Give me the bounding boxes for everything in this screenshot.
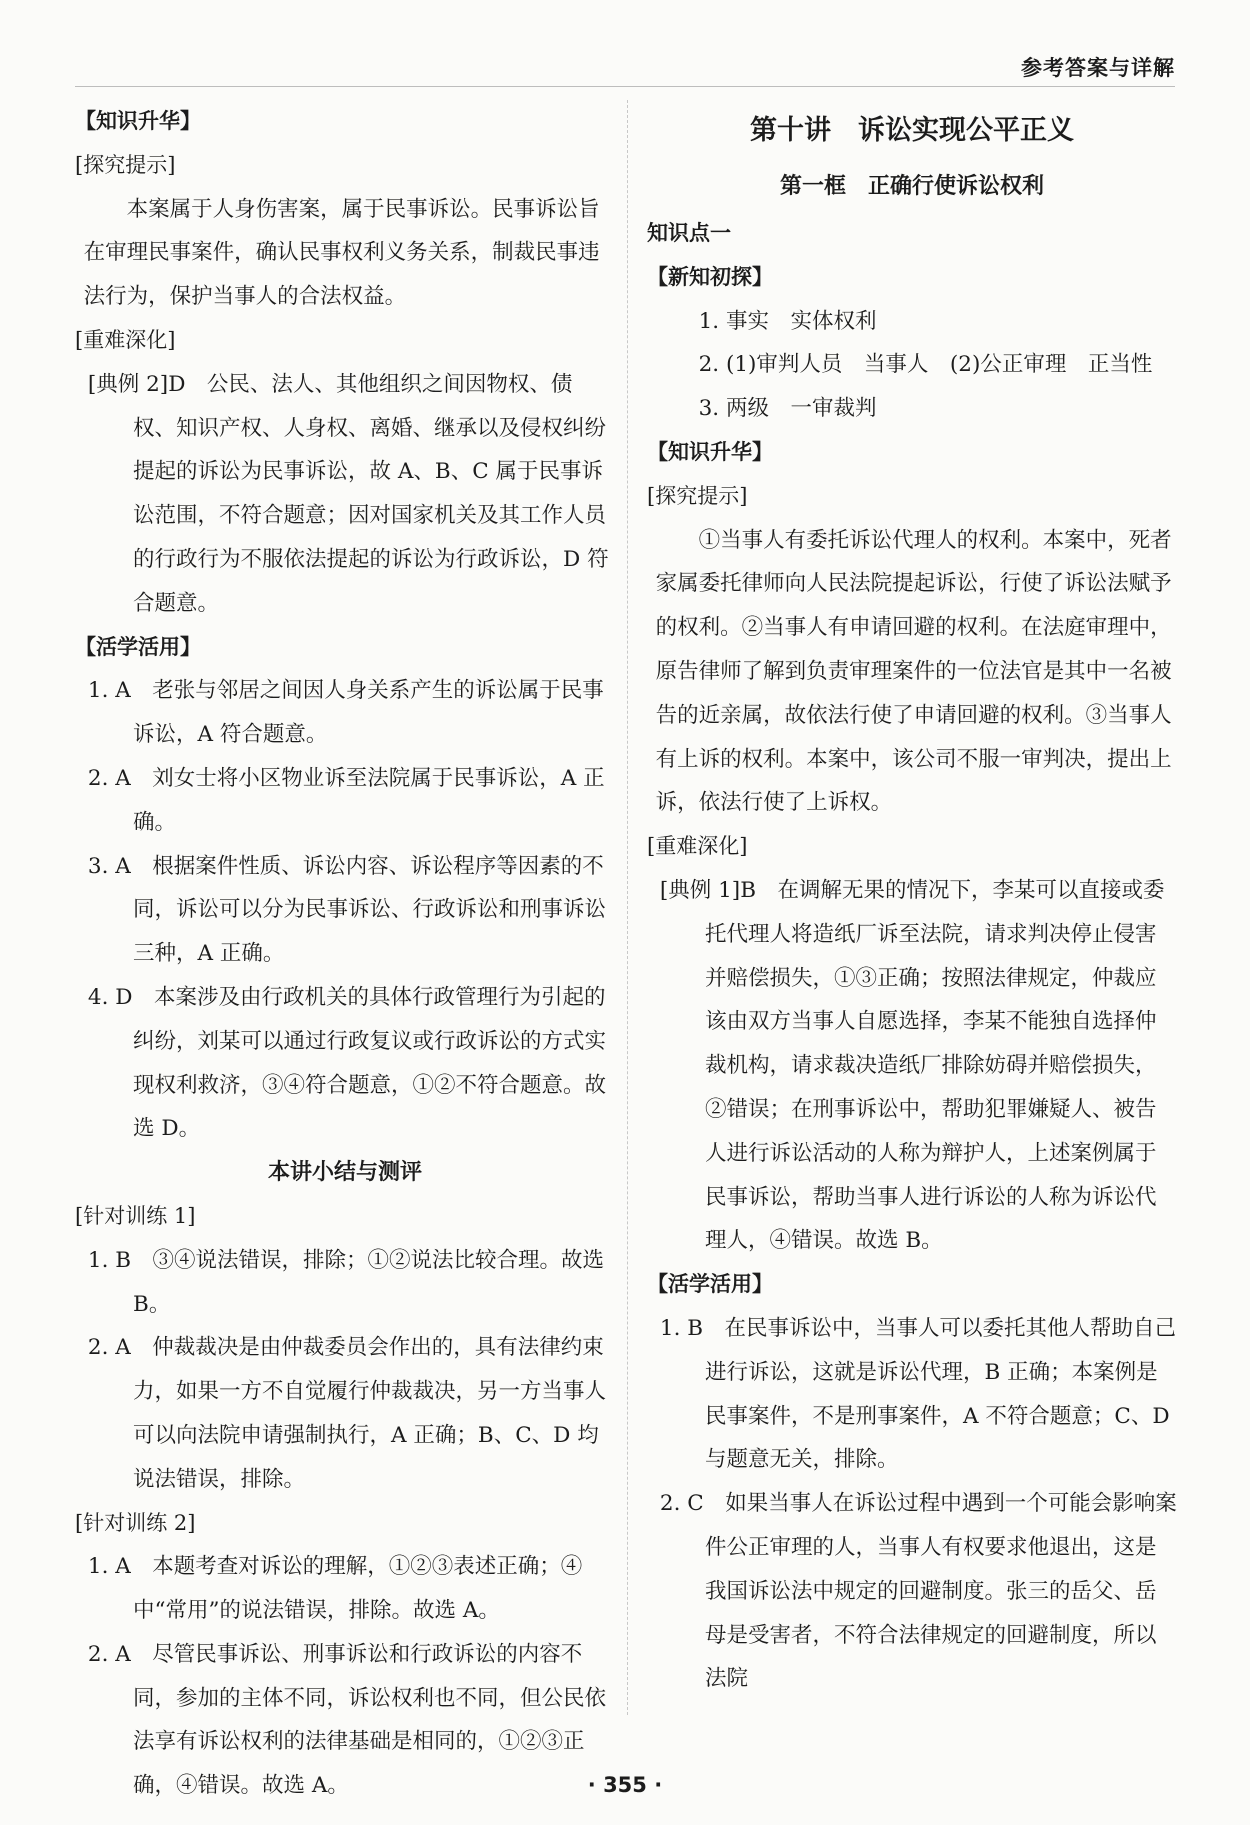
right-column — [647, 100, 1177, 1701]
answer-item: [典例 2]D 公民、法人、其他组织之间因物权、债权、知识产权、人身权、离婚、继承以及侵权纠纷提起的诉讼为民事诉讼，故 A、B、C 属于民事诉讼范围，不符合题意；因对国家机关及其工作人员的行政行为不服依法提起的诉讼为行政诉讼，D 符合题意。 — [87, 371, 609, 616]
subsection-tag: [探究提示] — [647, 483, 748, 508]
answer-item: 1. B ③④说法错误，排除；①②说法比较合理。故选 B。 — [87, 1247, 605, 1317]
fill-answer: 3. 两级 一审裁判 — [698, 396, 877, 422]
fill-answer: 1. 事实 实体权利 — [698, 308, 877, 334]
header-rule — [75, 86, 1175, 87]
subsection-tag: [重难深化] — [75, 327, 176, 352]
answer-item: 2. A 尽管民事诉讼、刑事诉讼和行政诉讼的内容不同，参加的主体不同，诉讼权利也不同，但公民依法享有诉讼权利的法律基础是相同的，①②③正确，④错误。故选 A。 — [87, 1641, 607, 1799]
frame-title: 第一框 正确行使诉讼权利 — [779, 174, 1044, 199]
subsection-tag: [重难深化] — [647, 834, 748, 859]
section-tag: 【知识升华】 — [647, 439, 773, 464]
column-divider — [627, 100, 628, 1715]
section-tag: 【活学活用】 — [647, 1272, 773, 1297]
answer-item: 2. A 刘女士将小区物业诉至法院属于民事诉讼，A 正确。 — [87, 765, 605, 835]
answer-item: [典例 1]B 在调解无果的情况下，李某可以直接或委托代理人将造纸厂诉至法院，请求判决停止侵害并赔偿损失，①③正确；按照法律规定，仲裁应该由双方当事人自愿选择，李某不能独自选择仲裁机构，请求裁决造纸厂排除妨碍并赔偿损失，②错误；在刑事诉讼中，帮助犯罪嫌疑人、被告人进行诉讼活动的人称为辩护人，上述案例属于民事诉讼，帮助当事人进行诉讼的人称为诉讼代理人，④错误。故选 B。 — [659, 877, 1165, 1254]
section-tag: 【活学活用】 — [75, 634, 201, 659]
answer-item: 2. C 如果当事人在诉讼过程中遇到一个可能会影响案件公正审理的人，当事人有权要求他退出，这是我国诉讼法中规定的回避制度。张三的岳父、岳母是受害者，不符合法律规定的回避制度，所以法院 — [659, 1491, 1177, 1692]
lecture-title: 第十讲 诉讼实现公平正义 — [750, 115, 1074, 146]
answer-item: 1. B 在民事诉讼中，当事人可以委托其他人帮助自己进行诉讼，这就是诉讼代理，B 正确；本案例是民事案件，不是刑事案件，A 不符合题意；C、D 与题意无关，排除。 — [659, 1315, 1177, 1473]
section-tag: 【知识升华】 — [75, 109, 201, 133]
answer-item: 3. A 根据案件性质、诉讼内容、诉讼程序等因素的不同，诉讼可以分为民事诉讼、行政诉讼和刑事诉讼三种，A 正确。 — [87, 853, 607, 967]
section-tag: 【新知初探】 — [647, 264, 773, 289]
answer-item: 4. D 本案涉及由行政机关的具体行政管理行为引起的纠纷，刘某可以通过行政复议或行政诉讼的方式实现权利救济，③④符合题意，①②不符合题意。故选 D。 — [87, 984, 607, 1142]
paragraph: ①当事人有委托诉讼代理人的权利。本案中，死者家属委托律师向人民法院提起诉讼，行使了诉讼法赋予的权利。②当事人有申请回避的权利。在法庭审理中，原告律师了解到负责审理案件的一位法官是其中一名被告的近亲属，故依法行使了申请回避的权利。③当事人有上诉的权利。本案中，该公司不服一审判决，提出上诉，依法行使了上诉权。 — [655, 527, 1172, 816]
fill-answer: 2. (1)审判人员 当事人 (2)公正审理 正当性 — [698, 352, 1153, 378]
subsection-tag: [针对训练 2] — [75, 1510, 196, 1535]
header-title: 参考答案与详解 — [1021, 56, 1175, 80]
answer-item: 1. A 老张与邻居之间因人身关系产生的诉讼属于民事诉讼，A 符合题意。 — [87, 678, 604, 748]
subsection-tag: [探究提示] — [75, 152, 176, 177]
page-number: · 355 · — [587, 1773, 663, 1797]
section-heading: 本讲小结与测评 — [267, 1160, 422, 1186]
knowledge-point: 知识点一 — [647, 221, 731, 245]
answer-item: 2. A 仲裁裁决是由仲裁委员会作出的，具有法律约束力，如果一方不自觉履行仲裁裁决，另一方当事人可以向法院申请强制执行，A 正确；B、C、D 均说法错误，排除。 — [87, 1335, 607, 1492]
left-column — [75, 100, 615, 1808]
paragraph: 本案属于人身伤害案，属于民事诉讼。民事诉讼旨在审理民事案件，确认民事权利义务关系，制裁民事违法行为，保护当事人的合法权益。 — [83, 196, 600, 310]
subsection-tag: [针对训练 1] — [75, 1203, 196, 1228]
answer-item: 1. A 本题考查对诉讼的理解，①②③表述正确；④中“常用”的说法错误，排除。故选 A。 — [87, 1554, 583, 1624]
